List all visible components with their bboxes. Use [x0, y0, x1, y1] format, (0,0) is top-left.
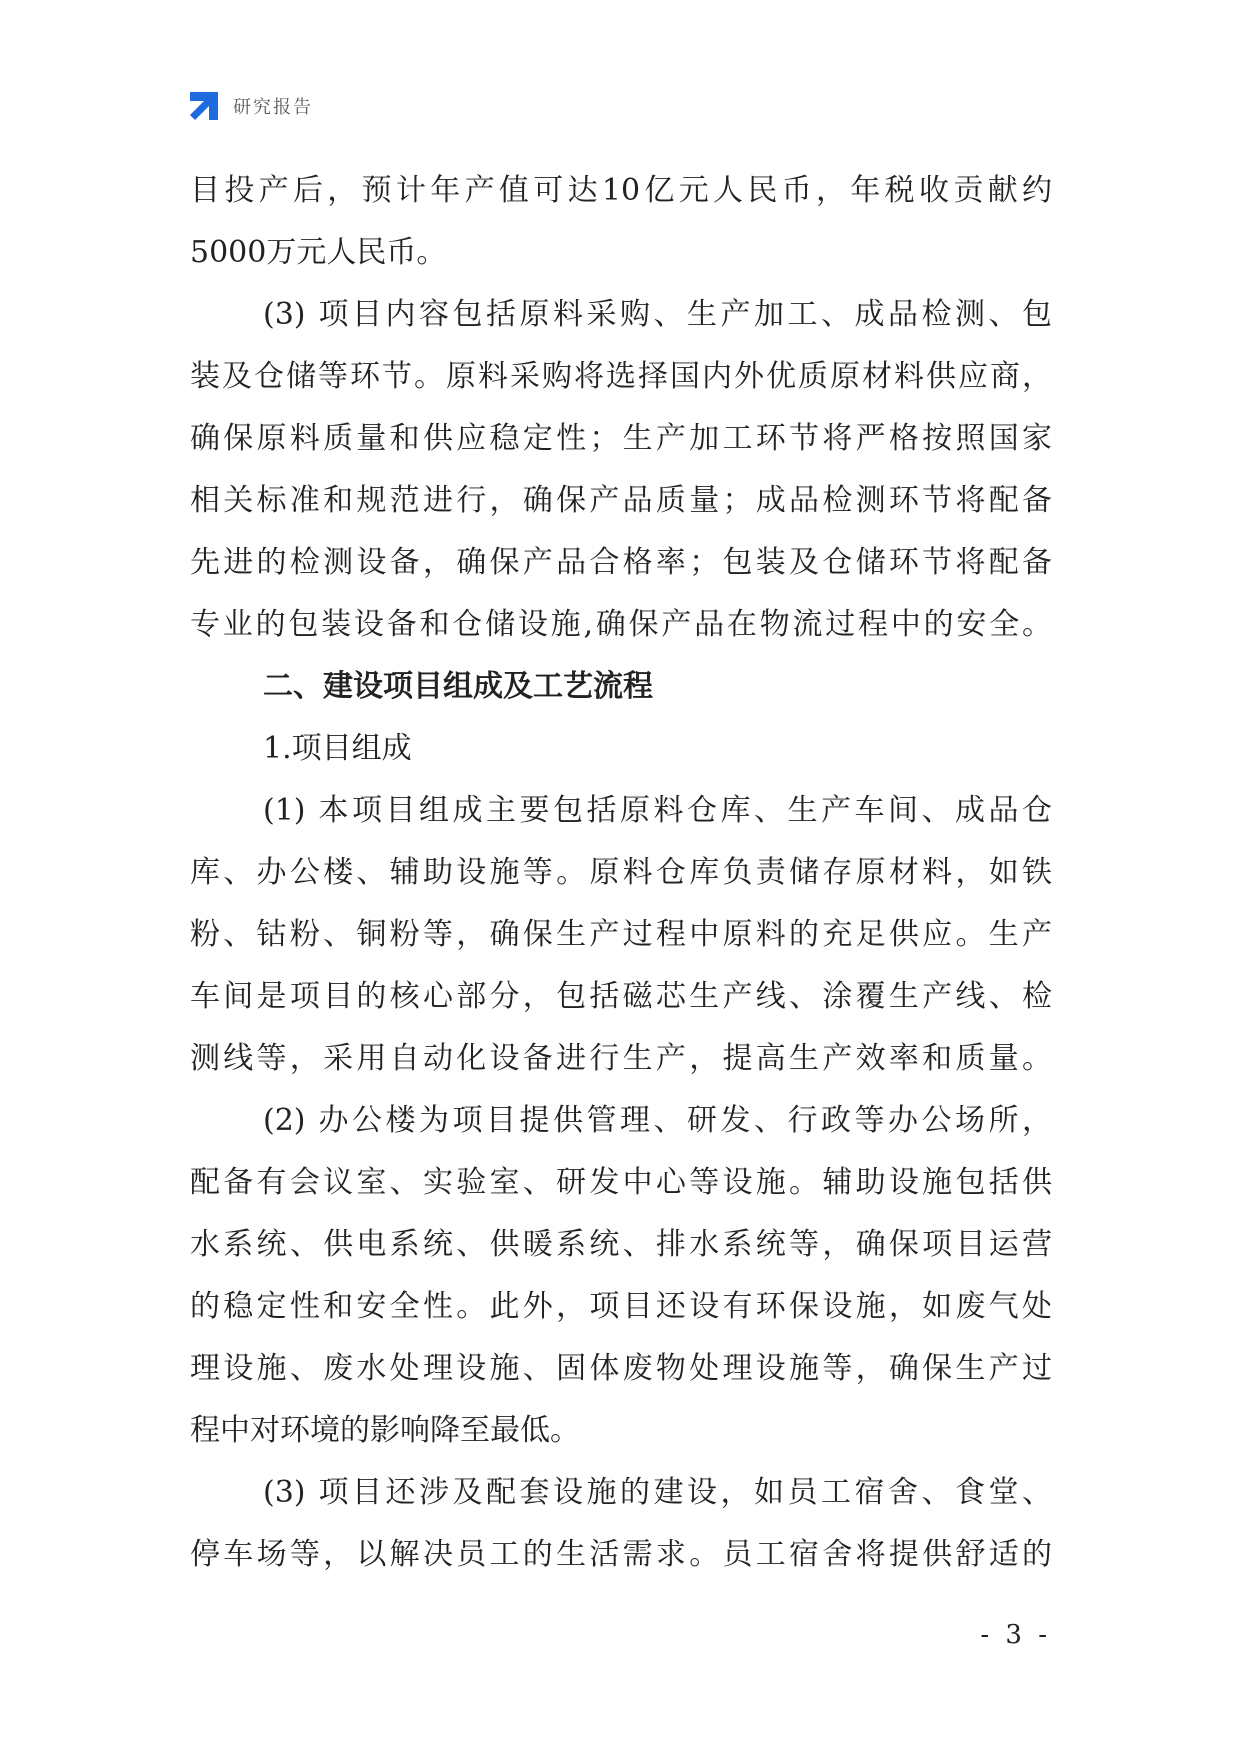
body-line: 水系统、供电系统、供暖系统、排水系统等，确保项目运营 — [190, 1227, 1052, 1262]
body-line: 装及仓储等环节。原料采购将选择国内外优质原材料供应商， — [190, 359, 1052, 394]
arrow-up-right-icon — [187, 89, 221, 123]
body-line: 先进的检测设备，确保产品合格率；包装及仓储环节将配备 — [190, 545, 1052, 580]
body-line: (1) 本项目组成主要包括原料仓库、生产车间、成品仓 — [263, 793, 1052, 828]
body-line: 确保原料质量和供应稳定性；生产加工环节将严格按照国家 — [190, 421, 1052, 456]
section-heading: 二、建设项目组成及工艺流程 — [263, 669, 653, 704]
document-header — [187, 88, 313, 124]
body-line: 专业的包装设备和仓储设施,确保产品在物流过程中的安全。 — [190, 607, 1052, 642]
body-line: (3) 项目还涉及配套设施的建设，如员工宿舍、食堂、 — [263, 1475, 1052, 1510]
header-title: 研究报告 — [233, 97, 313, 118]
body-line: 程中对环境的影响降至最低。 — [190, 1413, 580, 1448]
subsection-heading: 1.项目组成 — [263, 731, 412, 766]
document-body — [190, 160, 1052, 1586]
body-line: 配备有会议室、实验室、研发中心等设施。辅助设施包括供 — [190, 1165, 1052, 1200]
body-line: 目投产后，预计年产值可达10亿元人民币，年税收贡献约 — [190, 173, 1052, 208]
body-line: 车间是项目的核心部分，包括磁芯生产线、涂覆生产线、检 — [190, 979, 1052, 1014]
body-line: 相关标准和规范进行，确保产品质量；成品检测环节将配备 — [190, 483, 1052, 518]
body-line: (3) 项目内容包括原料采购、生产加工、成品检测、包 — [263, 297, 1052, 332]
body-line: 的稳定性和安全性。此外，项目还设有环保设施，如废气处 — [190, 1289, 1052, 1324]
body-line: 理设施、废水处理设施、固体废物处理设施等，确保生产过 — [190, 1351, 1052, 1386]
body-line: 库、办公楼、辅助设施等。原料仓库负责储存原材料，如铁 — [190, 855, 1052, 890]
body-line: 测线等，采用自动化设备进行生产，提高生产效率和质量。 — [190, 1041, 1052, 1076]
body-line: 5000万元人民币。 — [190, 235, 447, 270]
body-line: 粉、钴粉、铜粉等，确保生产过程中原料的充足供应。生产 — [190, 917, 1052, 952]
body-line: (2) 办公楼为项目提供管理、研发、行政等办公场所， — [263, 1103, 1052, 1138]
page-number: - 3 - — [980, 1620, 1051, 1650]
body-line: 停车场等，以解决员工的生活需求。员工宿舍将提供舒适的 — [190, 1537, 1052, 1572]
